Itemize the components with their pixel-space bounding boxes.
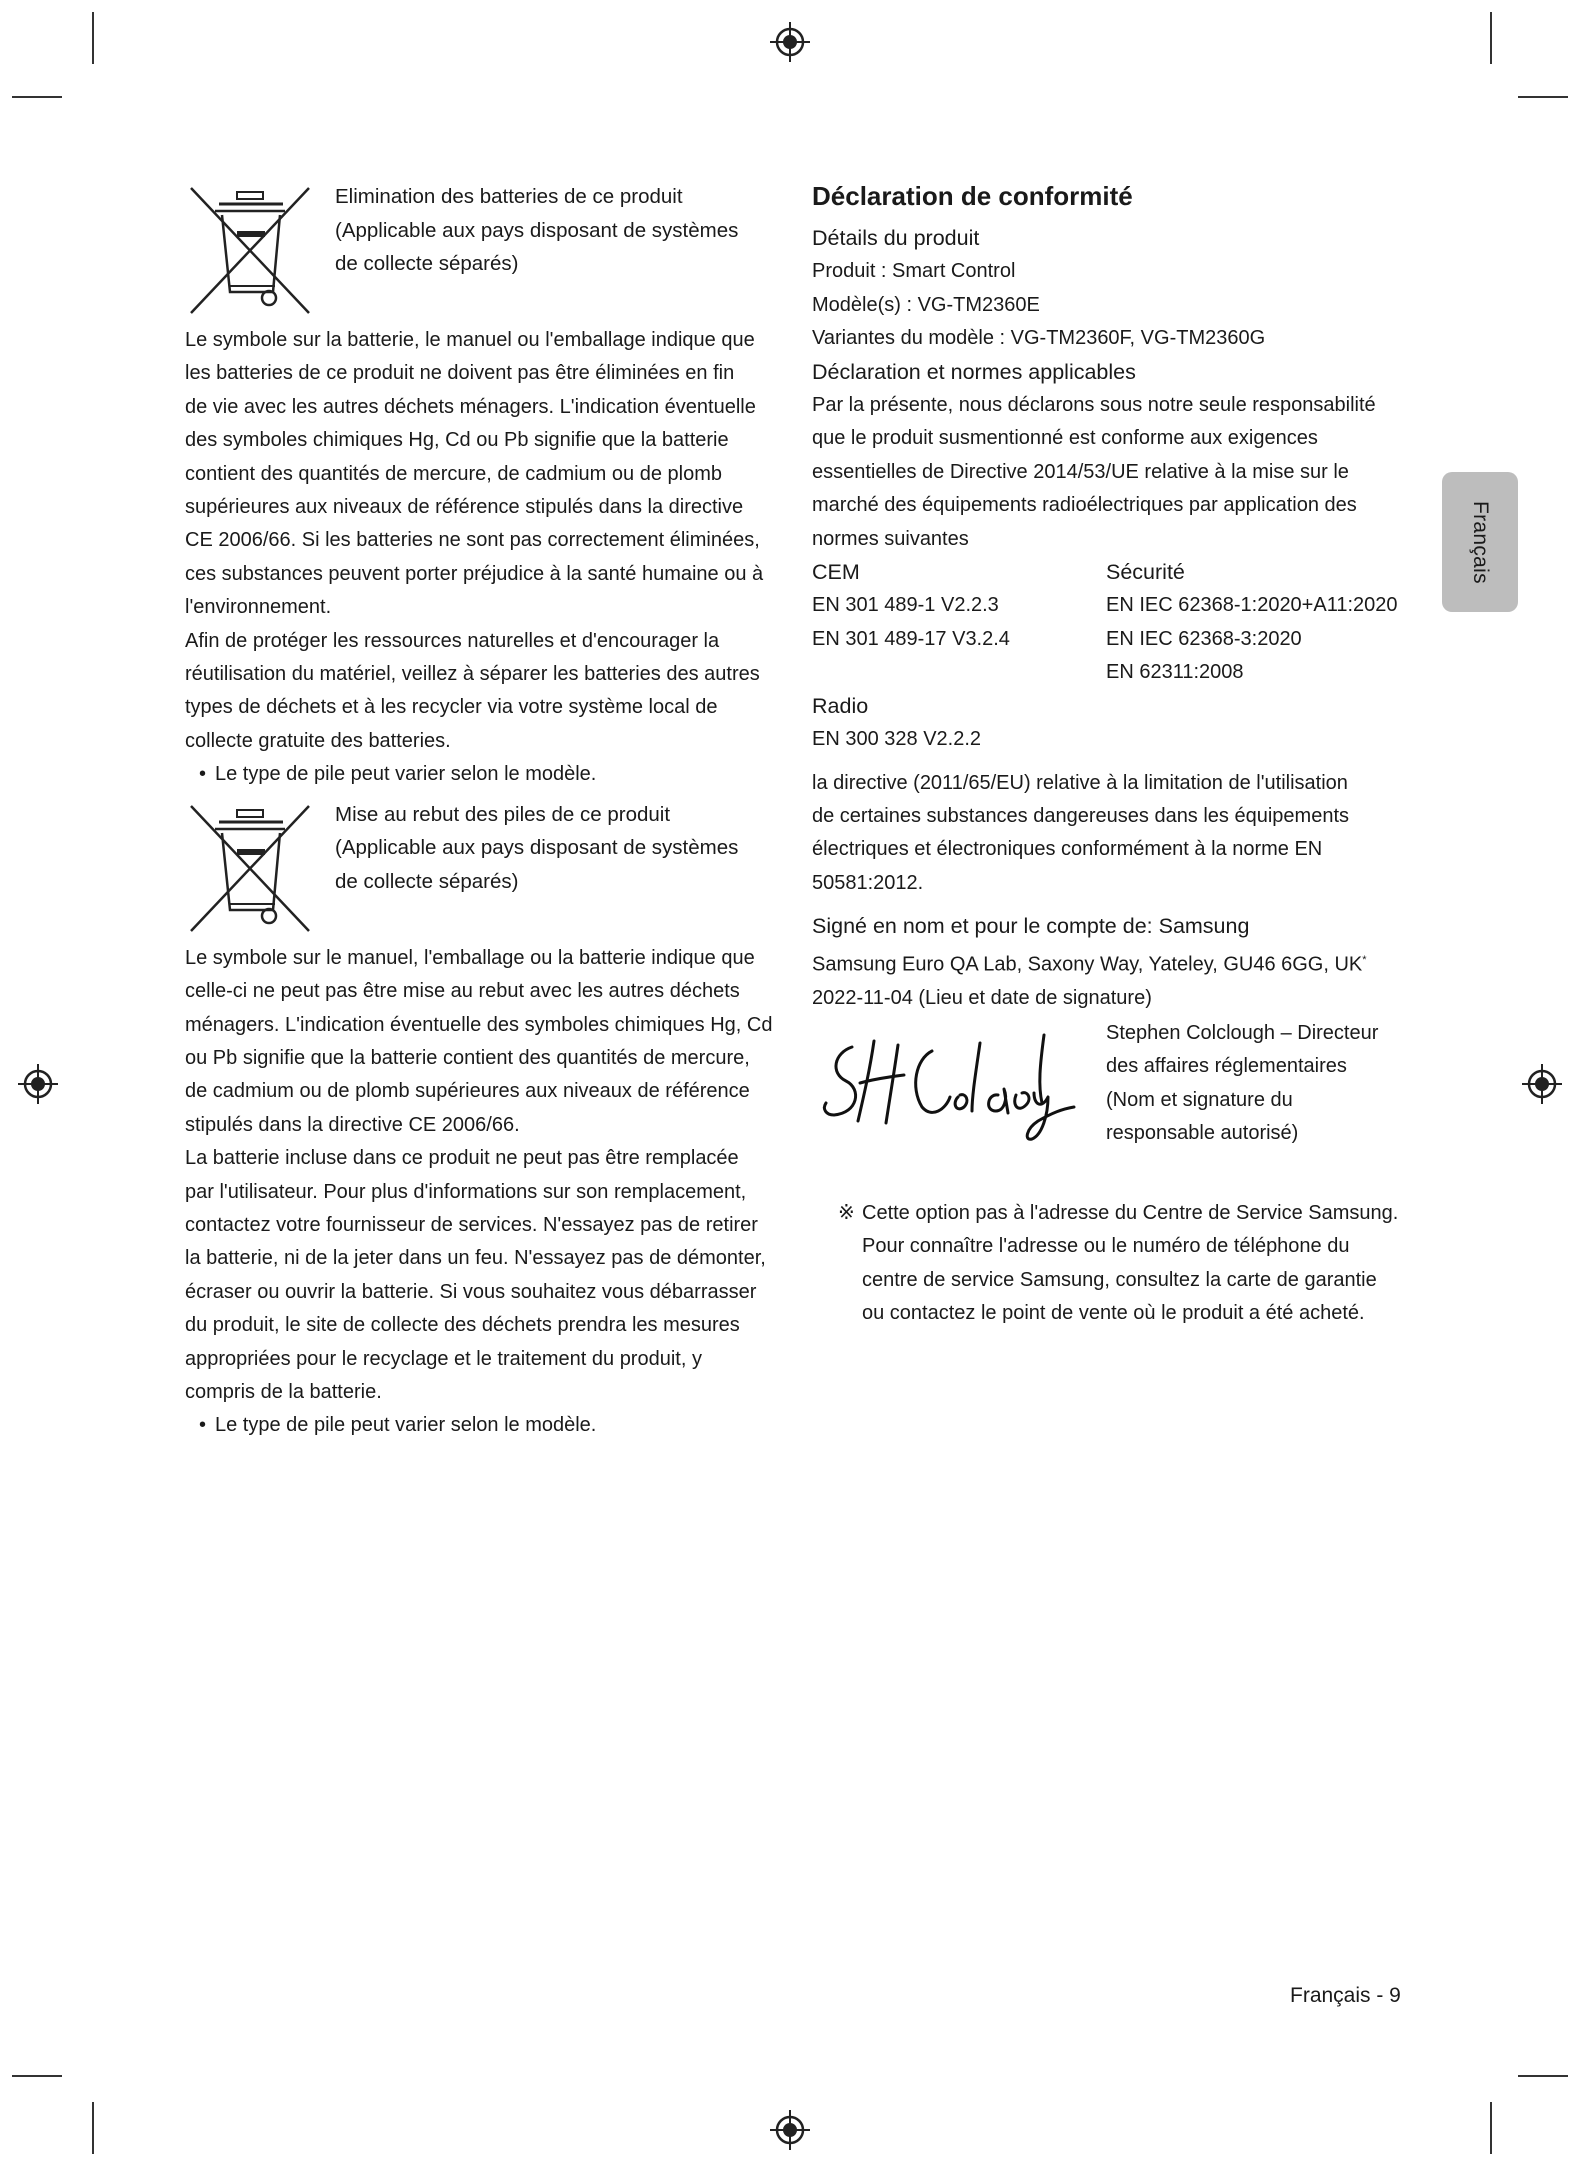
battery-disposal-bullet [185,758,785,791]
radio-item: EN 300 328 V2.2.2 [812,728,982,751]
left-column [185,178,785,1443]
text-line: par l'utilisateur. Pour plus d'informations sur son remplacement, [185,1180,747,1203]
registration-mark-top-icon [770,22,810,62]
signer-line: Stephen Colclough – Directeur [1106,1022,1379,1044]
service-center-note [812,1197,1412,1331]
text-line: l'environnement. [185,596,332,619]
cem-item: EN 301 489-17 V3.2.4 [812,627,1010,650]
securite-item: EN IEC 62368-3:2020 [1106,627,1302,650]
address-mark: * [1362,953,1367,966]
heading-line: de collecte séparés) [335,869,519,893]
heading-line: de collecte séparés) [335,252,519,275]
signer-line: (Nom et signature du [1106,1088,1293,1111]
pile-disposal-bullet [185,1409,785,1442]
cem-item: EN 301 489-1 V2.2.3 [812,594,999,617]
language-side-tab [1442,472,1518,612]
registration-mark-right-icon [1522,1064,1562,1104]
cem-standards [812,556,1106,690]
text-line: compris de la batterie. [185,1380,382,1403]
text-line: Afin de protéger les ressources naturelles et d'encourager la [185,629,720,652]
text-line: contactez votre fournisseur de services. N'essayez pas de retirer [185,1213,758,1236]
text-line: la directive (2011/65/EU) relative à la limitation de l'utilisation [812,771,1348,794]
text-line: CE 2006/66. Si les batteries ne sont pas correctement éliminées, [185,529,760,552]
crop-mark-tl-h [12,96,62,98]
crop-mark-tr-h [1518,96,1568,98]
text-line: les batteries de ce produit ne doivent pas être éliminées en fin [185,362,735,385]
crop-mark-tl-v [92,12,94,64]
pile-disposal-header [185,796,785,938]
pile-disposal-paragraph-1 [185,942,785,1142]
text-line: réutilisation du matériel, veillez à séparer les batteries des autres [185,663,760,686]
signer-line: des affaires réglementaires [1106,1055,1347,1078]
text-line: ou contactez le point de vente où le produit a été acheté. [862,1302,1365,1325]
text-line: stipulés dans la directive CE 2006/66. [185,1113,520,1136]
crossed-out-wheelie-bin-icon [185,182,315,319]
radio-heading: Radio [812,693,869,718]
signer-name-block [1106,1017,1378,1151]
product-model: Modèle(s) : VG-TM2360E [812,293,1040,316]
text-line: 50581:2012. [812,871,924,894]
crop-mark-tr-v [1490,12,1492,64]
text-line: collecte gratuite des batteries. [185,729,451,752]
crop-mark-br-h [1518,2075,1568,2077]
heading-line: (Applicable aux pays disposant de systèmes [335,836,739,860]
product-variants: Variantes du modèle : VG-TM2360F, VG-TM2360G [812,327,1266,350]
text-line: La batterie incluse dans ce produit ne peut pas être remplacée [185,1147,739,1170]
text-line: normes suivantes [812,527,969,550]
product-details-heading: Détails du produit [812,226,980,250]
address-text: Samsung Euro QA Lab, Saxony Way, Yateley, GU46 6GG, UK [812,953,1363,976]
text-line: écraser ou ouvrir la batterie. Si vous souhaitez vous débarrasser [185,1280,757,1303]
crop-mark-br-v [1490,2102,1492,2154]
text-line: ces substances peuvent porter préjudice à la santé humaine ou à [185,562,764,585]
crop-mark-bl-v [92,2102,94,2154]
text-line: Pour connaître l'adresse ou le numéro de téléphone du [862,1235,1350,1258]
registration-mark-bottom-icon [770,2110,810,2150]
securite-heading: Sécurité [1106,560,1185,585]
battery-disposal-paragraph-2 [185,625,785,759]
product-name: Produit : Smart Control [812,260,1016,283]
signer-line: responsable autorisé) [1106,1122,1299,1145]
signed-heading: Signé en nom et pour le compte de: Samsung [812,914,1250,939]
pile-disposal-heading [335,798,738,899]
securite-item: EN 62311:2008 [1106,661,1244,684]
page-title: Déclaration de conformité [812,181,1133,211]
text-line: essentielles de Directive 2014/53/UE relative à la mise sur le [812,460,1349,483]
text-line: marché des équipements radioélectriques par application des [812,494,1357,517]
text-line: types de déchets et à les recycler via votre système local de [185,696,718,719]
heading-line: (Applicable aux pays disposant de systèmes [335,218,739,242]
signed-address [812,944,1412,982]
text-line: Cette option pas à l'adresse du Centre de Service Samsung. [862,1202,1399,1224]
text-line: appropriées pour le recyclage et le traitement du produit, y [185,1347,702,1370]
pile-disposal-paragraph-2 [185,1142,785,1409]
text-line: Par la présente, nous déclarons sous notre seule responsabilité [812,394,1376,417]
bullet-dot: • [199,1414,207,1437]
battery-disposal-paragraph-1 [185,324,785,625]
text-line: la batterie, ni de la jeter dans un feu. N'essayez pas de démonter, [185,1247,766,1270]
text-line: Le symbole sur le manuel, l'emballage ou la batterie indique que [185,946,755,969]
text-line: supérieures aux niveaux de référence stipulés dans la directive [185,496,744,519]
registration-mark-left-icon [18,1064,58,1104]
battery-disposal-header [185,178,785,320]
bullet-dot: • [199,763,207,786]
text-line: ménagers. L'indication éventuelle des symboles chimiques Hg, Cd [185,1013,773,1036]
rohs-text [812,767,1412,901]
cem-heading: CEM [812,560,860,585]
signed-date: 2022-11-04 (Lieu et date de signature) [812,986,1152,1009]
securite-item: EN IEC 62368-1:2020+A11:2020 [1106,594,1398,617]
bullet-text: Le type de pile peut varier selon le modèle. [215,1414,597,1437]
signature-block [812,1017,1412,1185]
handwritten-signature-icon [812,1025,1082,1145]
battery-disposal-heading [335,180,738,281]
text-line: centre de service Samsung, consultez la carte de garantie [862,1268,1377,1291]
crop-mark-bl-h [12,2075,62,2077]
text-line: du produit, le site de collecte des déchets prendra les mesures [185,1314,740,1337]
text-line: que le produit susmentionné est conforme aux exigences [812,427,1318,450]
text-line: de certaines substances dangereuses dans les équipements [812,804,1350,827]
text-line: électriques et électroniques conformément à la norme EN [812,838,1323,861]
text-line: Le symbole sur la batterie, le manuel ou l'emballage indique que [185,329,755,351]
crossed-out-wheelie-bin-icon [185,800,315,937]
text-line: contient des quantités de mercure, de cadmium ou de plomb [185,462,722,485]
securite-standards [1106,556,1426,690]
text-line: ou Pb signifie que la batterie contient des quantités de mercure, [185,1046,750,1069]
text-line: de cadmium ou de plomb supérieures aux niveaux de référence [185,1080,750,1103]
text-line: de vie avec les autres déchets ménagers. L'indication éventuelle [185,395,756,418]
note-symbol: ※ [838,1202,855,1224]
page-footer: Français - 9 [1290,1984,1401,2007]
right-column [812,178,1412,1331]
heading-line: Elimination des batteries de ce produit [335,185,683,208]
heading-line: Mise au rebut des piles de ce produit [335,802,671,826]
declaration-text [812,389,1412,556]
text-line: celle-ci ne peut pas être mise au rebut avec les autres déchets [185,980,740,1003]
bullet-text: Le type de pile peut varier selon le modèle. [215,763,597,786]
standards-table [812,556,1412,690]
declaration-heading: Déclaration et normes applicables [812,359,1136,384]
text-line: des symboles chimiques Hg, Cd ou Pb signifie que la batterie [185,429,729,452]
language-side-tab-label: Français [1469,500,1492,584]
